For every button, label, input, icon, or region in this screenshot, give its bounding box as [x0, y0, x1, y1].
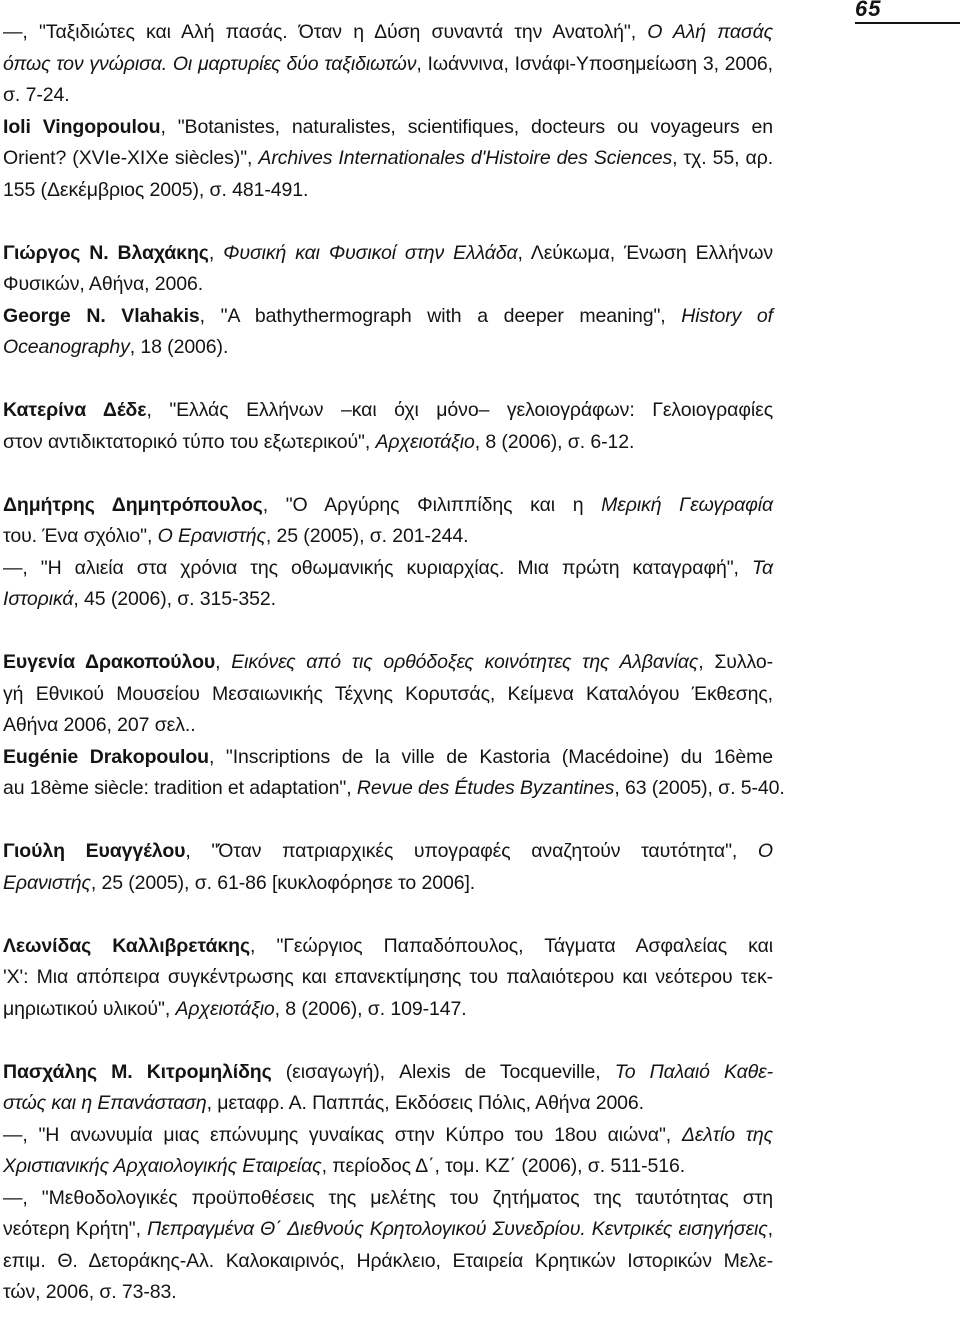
- text-line: Oceanography, 18 (2006).: [3, 336, 229, 358]
- bibliography-group: [3, 836, 773, 899]
- text-line: νεότερη Κρήτη", Πεπραγμένα Θ΄ Διεθνούς Κρητολογικού Συνεδρίου. Κεντρικές εισηγήσεις,: [3, 1218, 773, 1240]
- text-line: μηριωτικού υλικού", Αρχειοτάξιο, 8 (2006), σ. 109-147.: [3, 997, 467, 1020]
- text-line: Ερανιστής, 25 (2005), σ. 61-86 [κυκλοφόρησε το 2006].: [3, 871, 476, 894]
- text-line: Λεωνίδας Καλλιβρετάκης, "Γεώργιος Παπαδόπουλος, Τάγματα Ασφαλείας και: [3, 934, 773, 957]
- author-name: Λεωνίδας Καλλιβρετάκης: [3, 934, 251, 957]
- text-line: Γιώργος Ν. Βλαχάκης, Φυσική και Φυσικοί στην Ελλάδα, Λεύκωμα, Ένωση Ελλήνων: [3, 241, 773, 264]
- text-line: —, "Η ανωνυμία μιας επώνυμης γυναίκας στην Κύπρο του 18ου αιώνα", Δελτίο της: [3, 1123, 773, 1146]
- text-line: επιμ. Θ. Δετοράκης-Αλ. Καλοκαιρινός, Ηράκλειο, Εταιρεία Κρητικών Ιστορικών Μελε-: [3, 1249, 773, 1272]
- bibliography-group: [3, 17, 773, 206]
- text-line: τών, 2006, σ. 73-83.: [3, 1281, 177, 1303]
- author-name: Γιούλη Ευαγγέλου: [3, 840, 186, 862]
- text-line: Γιούλη Ευαγγέλου, "Όταν πατριαρχικές υπογραφές αναζητούν ταυτότητα", Ο: [3, 840, 773, 862]
- text-line: 'Χ': Μια απόπειρα συγκέντρωσης και επανεκτίμησης του παλαιότερου και νεότερου τεκ-: [3, 966, 773, 988]
- bibliography-group: [3, 931, 773, 1026]
- text-line: όπως τον γνώρισα. Οι μαρτυρίες δύο ταξιδιωτών, Ιωάννινα, Ισνάφι-Υποσημείωση 3, 2006,: [3, 52, 773, 75]
- bibliography-content: [3, 17, 785, 1340]
- text-line: Δημήτρης Δημητρόπουλος, "Ο Αργύρης Φιλιππίδης και η Μερική Γεωγραφία: [3, 493, 774, 516]
- text-line: —, "Μεθοδολογικές προϋποθέσεις της μελέτης του ζητήματος της ταυτότητας στη: [3, 1186, 773, 1209]
- author-name: Eugénie Drakopoulou: [3, 745, 209, 768]
- text-line: στώς και η Επανάσταση, μεταφρ. Α. Παππάς, Εκδόσεις Πόλις, Αθήνα 2006.: [3, 1092, 644, 1114]
- text-line: γή Εθνικού Μουσείου Μεσαιωνικής Τέχνης Κορυτσάς, Κείμενα Καταλόγου Έκθεσης,: [3, 682, 773, 705]
- page-number: 65: [855, 0, 882, 21]
- text-line: Χριστιανικής Αρχαιολογικής Εταιρείας, περίοδος Δ΄, τομ. ΚΖ΄ (2006), σ. 511-516.: [3, 1155, 686, 1177]
- text-line: —, "Ταξιδιώτες και Αλή πασάς. Όταν η Δύση συναντά την Ανατολή", Ο Αλή πασάς: [3, 21, 773, 43]
- text-line: Eugénie Drakopoulou, "Inscriptions de la ville de Kastoria (Macédoine) du 16ème: [3, 745, 773, 768]
- text-line: Orient? (XVIe-XIXe siècles)", Archives Internationales d'Histoire des Sciences, τχ. 55, αρ.: [3, 147, 774, 169]
- text-line: Ιστορικά, 45 (2006), σ. 315-352.: [3, 588, 276, 610]
- text-line: Ioli Vingopoulou, "Botanistes, naturalistes, scientifiques, docteurs ou voyageurs en: [3, 115, 774, 138]
- bibliography-group: [3, 1057, 773, 1309]
- text-line: Πασχάλης Μ. Κιτρομηλίδης (εισαγωγή), Alexis de Tocqueville, Το Παλαιό Καθε-: [3, 1060, 773, 1083]
- author-name: Γιώργος Ν. Βλαχάκης: [3, 241, 209, 264]
- text-line: Φυσικών, Αθήνα, 2006.: [3, 273, 204, 295]
- author-name: George N. Vlahakis: [3, 304, 200, 327]
- text-line: 155 (Δεκέμβριος 2005), σ. 481-491.: [3, 178, 309, 201]
- bibliography-group: [3, 395, 773, 458]
- text-line: του. Ένα σχόλιο", Ο Ερανιστής, 25 (2005), σ. 201-244.: [3, 525, 469, 547]
- text-line: στον αντιδικτατορικό τύπο του εξωτερικού", Αρχειοτάξιο, 8 (2006), σ. 6-12.: [3, 430, 635, 453]
- text-line: George N. Vlahakis, "A bathythermograph with a deeper meaning", History of: [3, 304, 773, 327]
- bibliography-group: [3, 647, 785, 805]
- author-name: Ευγενία Δρακοπούλου: [3, 651, 216, 673]
- text-line: Αθήνα 2006, 207 σελ..: [3, 714, 196, 736]
- header-rule: [855, 22, 960, 24]
- bibliography-group: [3, 490, 773, 616]
- author-name: Ioli Vingopoulou: [3, 115, 161, 138]
- text-line: σ. 7-24.: [3, 84, 70, 106]
- author-name: Πασχάλης Μ. Κιτρομηλίδης: [3, 1060, 272, 1083]
- text-line: au 18ème siècle: tradition et adaptation", Revue des Études Byzantines, 63 (2005), σ. 5-40.: [3, 777, 785, 799]
- text-line: Ευγενία Δρακοπούλου, Εικόνες από τις ορθόδοξες κοινότητες της Αλβανίας, Συλλο-: [3, 651, 773, 673]
- author-name: Κατερίνα Δέδε: [3, 399, 147, 421]
- author-name: Δημήτρης Δημητρόπουλος: [3, 493, 263, 516]
- bibliography-group: [3, 238, 773, 364]
- text-line: Κατερίνα Δέδε, "Ελλάς Ελλήνων –και όχι μόνο– γελοιογράφων: Γελοιογραφίες: [3, 399, 773, 421]
- text-line: —, "Η αλιεία στα χρόνια της οθωμανικής κυριαρχίας. Μια πρώτη καταγραφή", Τα: [3, 556, 773, 579]
